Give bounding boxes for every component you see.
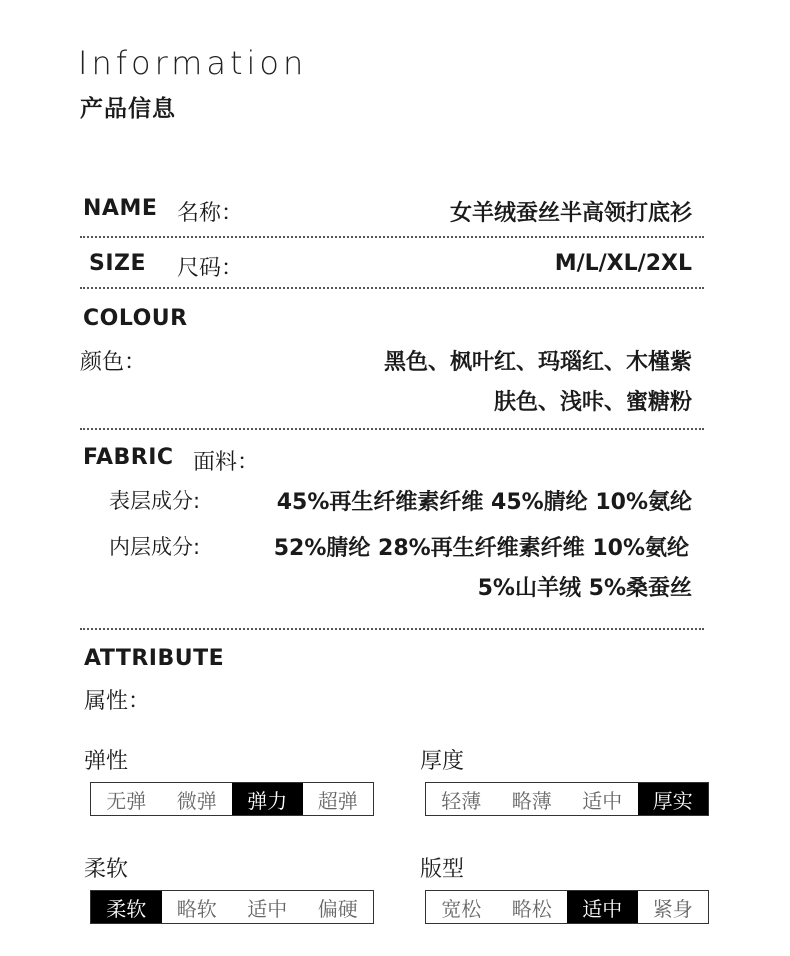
thickness-option: 轻薄 bbox=[441, 788, 482, 813]
size-label-en: SIZE bbox=[89, 251, 147, 276]
elasticity-scale bbox=[90, 782, 374, 816]
softness-option: 偏硬 bbox=[317, 896, 358, 921]
elasticity-option: 超弹 bbox=[317, 788, 358, 813]
info-title-en: Information bbox=[78, 44, 308, 82]
colour-label-en: COLOUR bbox=[83, 306, 188, 331]
fit-option: 宽松 bbox=[441, 896, 482, 921]
colour-label-cn: 颜色： bbox=[80, 350, 147, 375]
fit-scale bbox=[425, 890, 709, 924]
fabric-outer-label: 表层成分: bbox=[109, 489, 201, 513]
name-value: 女羊绒蚕丝半高领打底衫 bbox=[449, 201, 692, 226]
thickness-option: 适中 bbox=[582, 788, 623, 813]
elasticity-option: 弹力 bbox=[232, 783, 303, 815]
fit-option: 紧身 bbox=[652, 896, 693, 921]
colour-values-line1: 黑色、枫叶红、玛瑙红、木槿紫 bbox=[383, 350, 692, 375]
size-value: M/L/XL/2XL bbox=[554, 251, 692, 276]
colour-values-line2: 肤色、浅咔、蜜糖粉 bbox=[493, 390, 692, 415]
elasticity-title: 弹性 bbox=[84, 749, 129, 774]
fit-title: 版型 bbox=[420, 857, 465, 882]
fabric-inner-value: 52%腈纶 28%再生纤维素纤维 10%氨纶 bbox=[273, 536, 689, 561]
fabric-label-en: FABRIC bbox=[83, 445, 174, 470]
softness-option: 适中 bbox=[247, 896, 288, 921]
softness-option: 略软 bbox=[176, 896, 217, 921]
softness-title: 柔软 bbox=[84, 857, 129, 882]
thickness-option: 略薄 bbox=[511, 788, 552, 813]
thickness-scale bbox=[425, 782, 709, 816]
divider bbox=[80, 628, 704, 630]
divider bbox=[80, 428, 704, 430]
name-label-cn: 名称： bbox=[177, 201, 244, 226]
attribute-label-cn: 属性： bbox=[84, 689, 151, 714]
elasticity-option: 无弹 bbox=[106, 788, 147, 813]
fabric-inner-label: 内层成分: bbox=[109, 535, 201, 559]
softness-option: 柔软 bbox=[91, 891, 162, 923]
fabric-inner-value-line2: 5%山羊绒 5%桑蚕丝 bbox=[477, 576, 692, 601]
size-label-cn: 尺码： bbox=[177, 256, 244, 281]
elasticity-option: 微弹 bbox=[176, 788, 217, 813]
fit-option: 适中 bbox=[567, 891, 638, 923]
divider bbox=[80, 236, 704, 238]
divider bbox=[80, 287, 704, 289]
fit-option: 略松 bbox=[511, 896, 552, 921]
softness-scale bbox=[90, 890, 374, 924]
fabric-label-cn: 面料： bbox=[193, 450, 260, 475]
thickness-title: 厚度 bbox=[420, 749, 465, 774]
fabric-outer-value: 45%再生纤维素纤维 45%腈纶 10%氨纶 bbox=[276, 490, 692, 515]
attribute-label-en: ATTRIBUTE bbox=[84, 646, 225, 671]
thickness-option: 厚实 bbox=[638, 783, 709, 815]
name-label-en: NAME bbox=[83, 196, 158, 221]
info-title-cn: 产品信息 bbox=[80, 96, 176, 122]
